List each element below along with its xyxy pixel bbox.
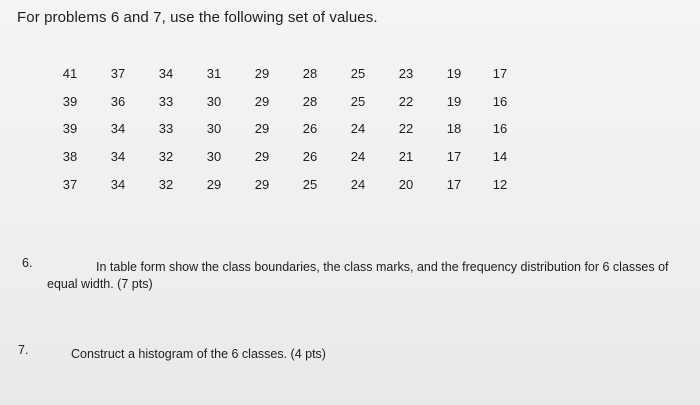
value-cell: 29 bbox=[254, 177, 270, 192]
value-cell: 26 bbox=[302, 121, 318, 136]
value-cell: 23 bbox=[398, 66, 414, 81]
value-cell: 36 bbox=[110, 94, 126, 109]
value-cell: 37 bbox=[62, 177, 78, 192]
value-cell: 34 bbox=[110, 149, 126, 164]
value-cell: 29 bbox=[206, 177, 222, 192]
value-cell: 34 bbox=[158, 66, 174, 81]
value-cell: 25 bbox=[350, 66, 366, 81]
values-row bbox=[46, 121, 522, 149]
value-cell: 12 bbox=[492, 177, 508, 192]
value-cell: 38 bbox=[62, 149, 78, 164]
value-cell: 28 bbox=[302, 66, 318, 81]
value-cell: 34 bbox=[110, 177, 126, 192]
value-cell: 24 bbox=[350, 149, 366, 164]
value-cell: 24 bbox=[350, 177, 366, 192]
value-cell: 26 bbox=[302, 149, 318, 164]
value-cell: 17 bbox=[446, 149, 462, 164]
problem-text: Construct a histogram of the 6 classes. (4 pts) bbox=[71, 347, 326, 361]
value-cell: 33 bbox=[158, 94, 174, 109]
value-cell: 17 bbox=[446, 177, 462, 192]
values-table bbox=[46, 66, 522, 205]
values-row bbox=[46, 94, 522, 121]
values-row bbox=[46, 177, 522, 205]
value-cell: 33 bbox=[158, 121, 174, 136]
value-cell: 22 bbox=[398, 121, 414, 136]
value-cell: 39 bbox=[62, 121, 78, 136]
problem-text: In table form show the class boundaries, the class marks, and the frequency distribution for 6 classes of equal width. (7 pts) bbox=[47, 260, 669, 291]
values-row bbox=[46, 149, 522, 177]
value-cell: 30 bbox=[206, 121, 222, 136]
value-cell: 32 bbox=[158, 149, 174, 164]
value-cell: 30 bbox=[206, 149, 222, 164]
value-cell: 16 bbox=[492, 94, 508, 109]
value-cell: 30 bbox=[206, 94, 222, 109]
value-cell: 24 bbox=[350, 121, 366, 136]
value-cell: 41 bbox=[62, 66, 78, 81]
value-cell: 18 bbox=[446, 121, 462, 136]
value-cell: 39 bbox=[62, 94, 78, 109]
value-cell: 31 bbox=[206, 66, 222, 81]
value-cell: 32 bbox=[158, 177, 174, 192]
value-cell: 22 bbox=[398, 94, 414, 109]
value-cell: 29 bbox=[254, 66, 270, 81]
instructions-heading: For problems 6 and 7, use the following set of values. bbox=[17, 9, 378, 26]
value-cell: 19 bbox=[446, 66, 462, 81]
value-cell: 14 bbox=[492, 149, 508, 164]
value-cell: 37 bbox=[110, 66, 126, 81]
value-cell: 19 bbox=[446, 94, 462, 109]
problem-number: 6. bbox=[22, 256, 33, 270]
value-cell: 34 bbox=[110, 121, 126, 136]
value-cell: 17 bbox=[492, 66, 508, 81]
value-cell: 29 bbox=[254, 94, 270, 109]
value-cell: 28 bbox=[302, 94, 318, 109]
value-cell: 16 bbox=[492, 121, 508, 136]
value-cell: 21 bbox=[398, 149, 414, 164]
problem-number: 7. bbox=[18, 343, 29, 357]
values-row bbox=[46, 66, 522, 94]
value-cell: 29 bbox=[254, 149, 270, 164]
value-cell: 25 bbox=[350, 94, 366, 109]
value-cell: 29 bbox=[254, 121, 270, 136]
value-cell: 25 bbox=[302, 177, 318, 192]
value-cell: 20 bbox=[398, 177, 414, 192]
